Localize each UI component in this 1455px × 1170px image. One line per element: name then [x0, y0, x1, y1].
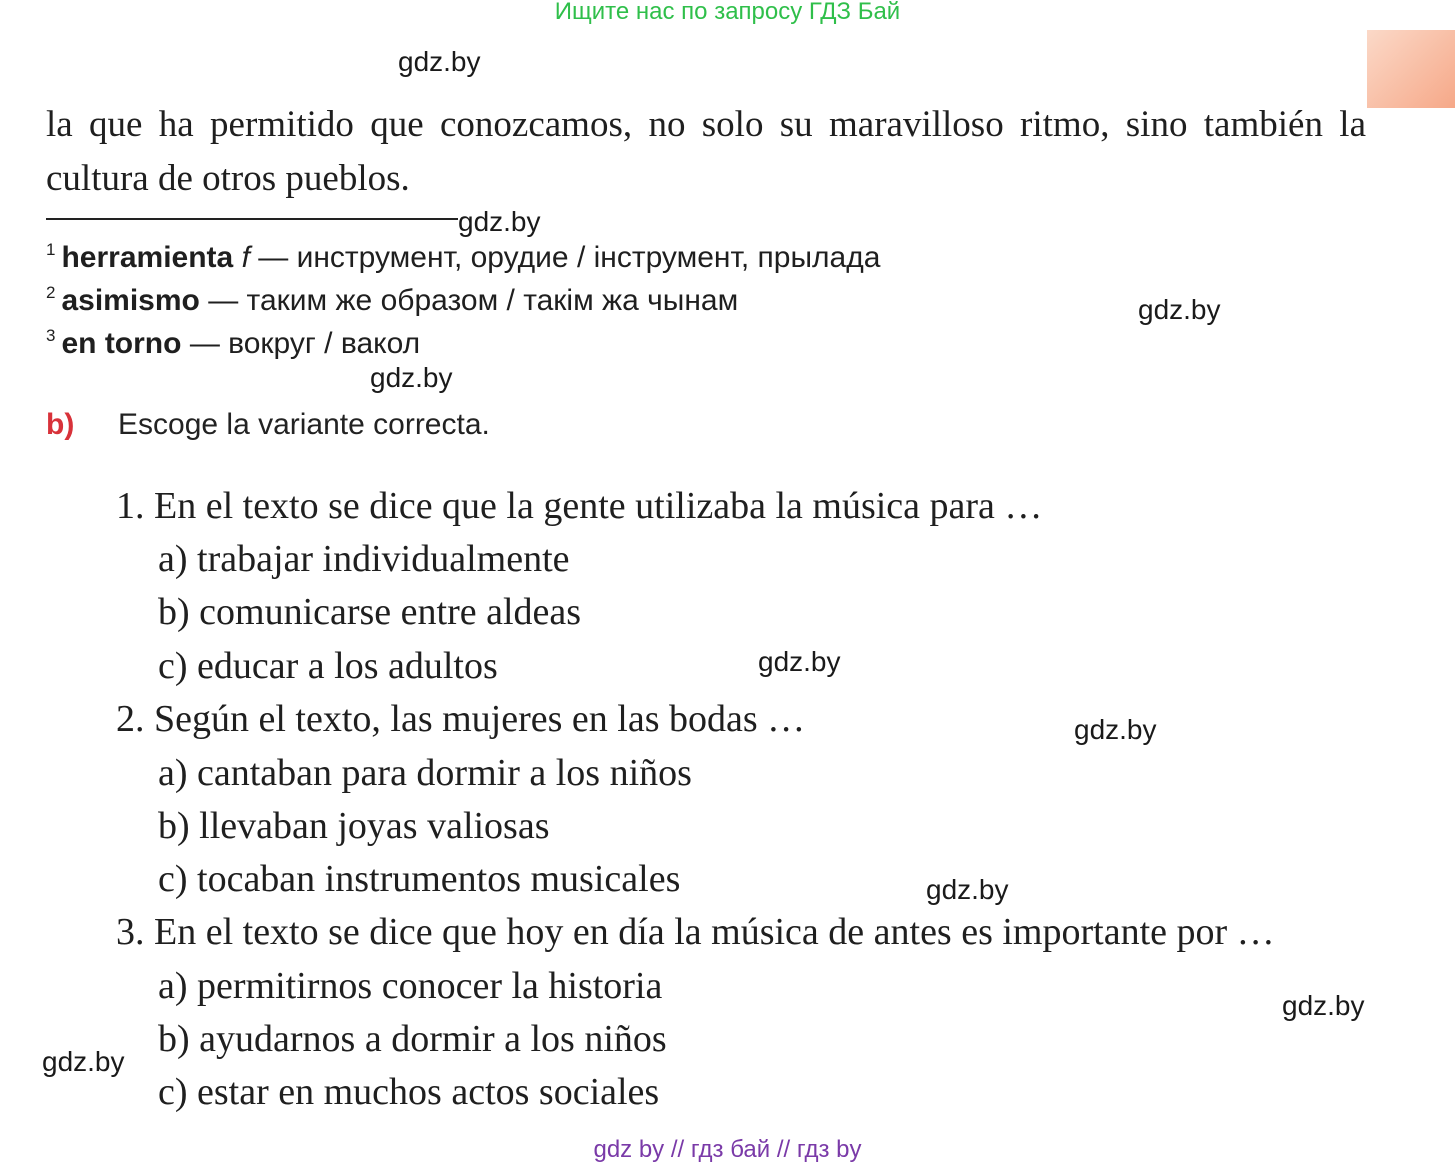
footnote-term: herramienta	[61, 241, 234, 274]
watermark: gdz.by	[1282, 990, 1365, 1021]
footnote-number: 3	[46, 326, 56, 345]
option: c) tocaban instrumentos musicales	[158, 858, 681, 900]
option: b) ayudarnos a dormir a los niños	[158, 1018, 667, 1060]
footnote-divider	[46, 218, 458, 220]
footnote-1	[46, 240, 880, 275]
question-3: 3. En el texto se dice que hoy en día la música de antes es importante por …	[116, 911, 1275, 953]
watermark: gdz.by	[926, 874, 1009, 905]
watermark: gdz.by	[1138, 294, 1221, 325]
footnote-definition: — таким же образом / такім жа чынам	[208, 284, 739, 317]
section-letter: b)	[46, 408, 75, 441]
watermark: gdz.by	[458, 206, 541, 237]
question-2: 2. Según el texto, las mujeres en las bodas …	[116, 698, 806, 740]
footnote-2	[46, 283, 738, 318]
watermark: gdz.by	[1074, 714, 1157, 745]
option: c) estar en muchos actos sociales	[158, 1071, 660, 1113]
option: a) cantaban para dormir a los niños	[158, 752, 692, 794]
watermark: gdz.by	[398, 46, 481, 77]
body-paragraph: la que ha permitido que conozcamos, no solo su maravilloso ritmo, sino también la cultura de otros pueblos.	[46, 104, 1366, 199]
watermark: gdz.by	[42, 1046, 125, 1077]
footnote-term: en torno	[61, 327, 182, 360]
option: c) educar a los adultos	[158, 645, 498, 687]
section-instruction: Escoge la variante correcta.	[118, 408, 490, 441]
watermark: gdz.by	[370, 362, 453, 393]
footnote-definition: — вокруг / вакол	[189, 327, 421, 360]
footnote-number: 1	[46, 240, 56, 259]
option: a) permitirnos conocer la historia	[158, 965, 663, 1007]
footnote-definition: — инструмент, орудие / інструмент, прылада	[258, 241, 881, 274]
corner-decoration	[1367, 30, 1455, 108]
option: b) comunicarse entre aldeas	[158, 591, 582, 633]
option: a) trabajar individualmente	[158, 538, 570, 580]
footnote-number: 2	[46, 283, 56, 302]
watermark: gdz.by	[758, 646, 841, 677]
footnote-term: asimismo	[61, 284, 200, 317]
option: b) llevaban joyas valiosas	[158, 805, 550, 847]
promo-banner: Ищите нас по запросу ГДЗ Бай	[554, 0, 901, 25]
question-1: 1. En el texto se dice que la gente utilizaba la música para …	[116, 485, 1043, 527]
footer-links: gdz by // гдз бай // гдз by	[593, 1136, 862, 1163]
footnote-3	[46, 326, 420, 361]
footnote-gram: f	[241, 241, 250, 274]
